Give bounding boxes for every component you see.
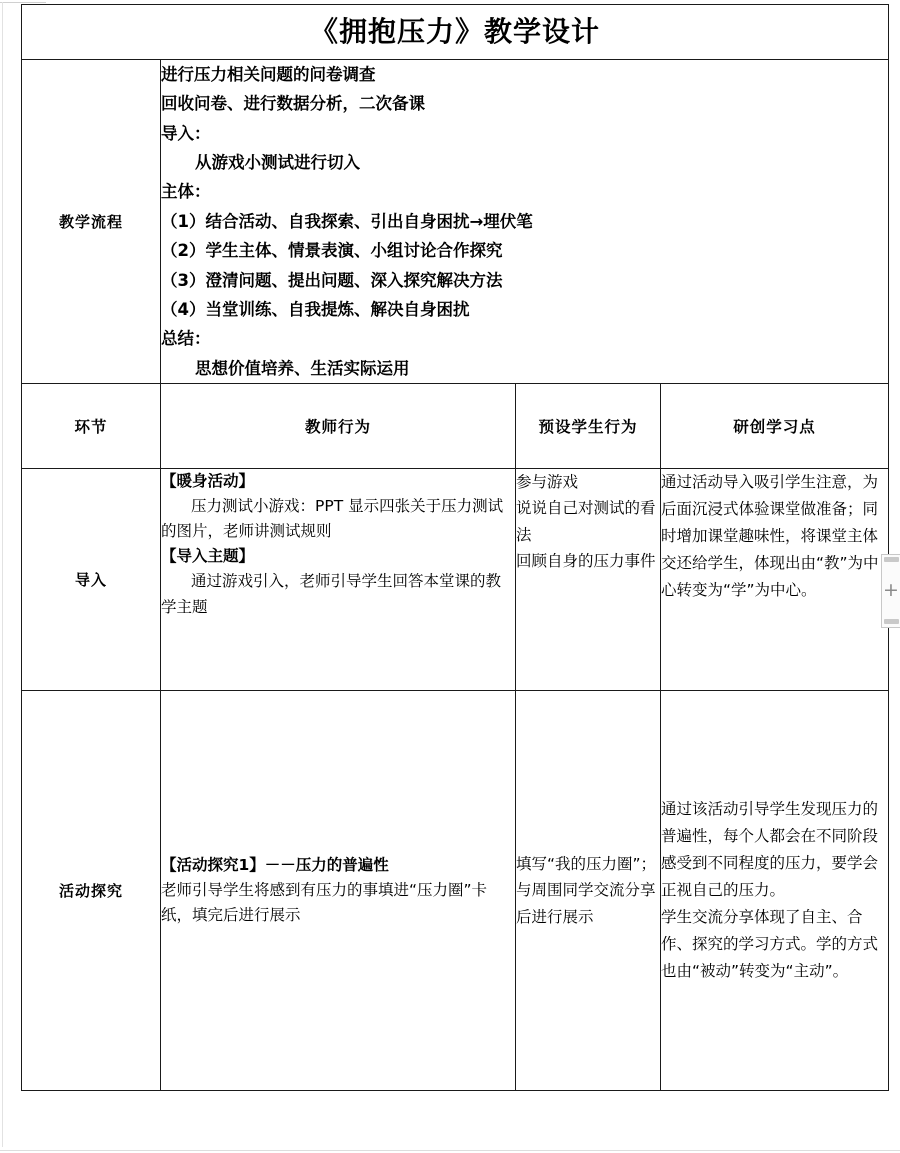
paragraph: 【活动探究1】－－压力的普遍性: [161, 855, 389, 874]
flow-line: （1）结合活动、自我探索、引出自身困扰→埋伏笔: [161, 211, 533, 231]
cell-learning-points-intro: [661, 468, 889, 690]
cell-student-behavior-inquiry: [516, 690, 661, 1090]
column-header-teacher-behavior: 教师行为: [161, 383, 516, 468]
lesson-plan-table: [21, 4, 889, 1091]
cell-teacher-behavior-intro: [161, 468, 516, 690]
flow-line: 进行压力相关问题的问卷调查: [161, 65, 376, 84]
paragraph: 填写“我的压力圈”；与周围同学交流分享后进行展示: [516, 854, 657, 926]
table-row-intro: [22, 468, 889, 690]
column-header-student-behavior: 预设学生行为: [516, 383, 661, 468]
row-label-inquiry: 活动探究: [22, 690, 161, 1090]
flow-line: （3）澄清问题、提出问题、深入探究解决方法: [161, 270, 503, 290]
page-top-rule: [0, 2, 46, 3]
paragraph: 通过游戏引入，老师引导学生回答本堂课的教学主题: [161, 572, 502, 616]
paragraph: 参与游戏: [516, 472, 579, 491]
paragraph: 老师引导学生将感到有压力的事填进“压力圈”卡纸，填完后进行展示: [161, 880, 488, 924]
column-header-stage: 环节: [22, 383, 161, 468]
table-row-inquiry: [22, 690, 889, 1090]
paragraph: 【导入主题】: [161, 547, 255, 566]
row-label-teaching-flow: 教学流程: [22, 60, 161, 384]
table-row-header: [22, 383, 889, 468]
page-bottom-rule: [0, 1150, 900, 1151]
page-left-rule: [2, 2, 3, 1147]
cell-teacher-behavior-inquiry: [161, 690, 516, 1090]
flow-line: 总结：: [161, 329, 211, 349]
flow-line: 从游戏小测试进行切入: [195, 153, 360, 173]
paragraph: 通过活动导入吸引学生注意，为后面沉浸式体验课堂做准备；同时增加课堂趣味性，将课堂主体交还给学生，体现出由“教”为中心转变为“学”为中心。: [661, 472, 879, 600]
zoom-in-icon[interactable]: +: [883, 579, 899, 601]
flow-line: 思想价值培养、生活实际运用: [195, 358, 410, 378]
table-row-title: [22, 5, 889, 60]
flow-line: 回收问卷、进行数据分析，二次备课: [161, 94, 425, 114]
paragraph: 回顾自身的压力事件: [516, 551, 656, 570]
column-header-learning-points: 研创学习点: [661, 383, 889, 468]
paragraph: 【暖身活动】: [161, 471, 255, 490]
paragraph: 说说自己对测试的看法: [516, 499, 656, 544]
paragraph: 学生交流分享体现了自主、合作、探究的学习方式。学的方式也由“被动”转变为“主动”。: [661, 908, 879, 981]
page-title: 《拥抱压力》教学设计: [310, 14, 601, 48]
paragraph: 压力测试小游戏：PPT 显示四张关于压力测试的图片，老师讲测试规则: [161, 497, 504, 541]
cell-student-behavior-intro: [516, 468, 661, 690]
flow-line: 导入：: [161, 123, 211, 143]
table-row-teaching-flow: [22, 60, 889, 384]
row-label-intro: 导入: [22, 468, 161, 690]
document-title-cell: [22, 5, 889, 60]
zoom-control-widget[interactable]: [881, 554, 900, 628]
cell-learning-points-inquiry: [661, 690, 889, 1090]
flow-line: （4）当堂训练、自我提炼、解决自身困扰: [161, 299, 470, 319]
teaching-flow-cell: [161, 60, 889, 384]
zoom-out-icon[interactable]: [884, 619, 899, 624]
flow-line: （2）学生主体、情景表演、小组讨论合作探究: [161, 241, 503, 261]
paragraph: 通过该活动引导学生发现压力的普遍性，每个人都会在不同阶段感受到不同程度的压力，要学会正视自己的压力。: [661, 799, 879, 899]
flow-line: 主体：: [161, 182, 211, 202]
